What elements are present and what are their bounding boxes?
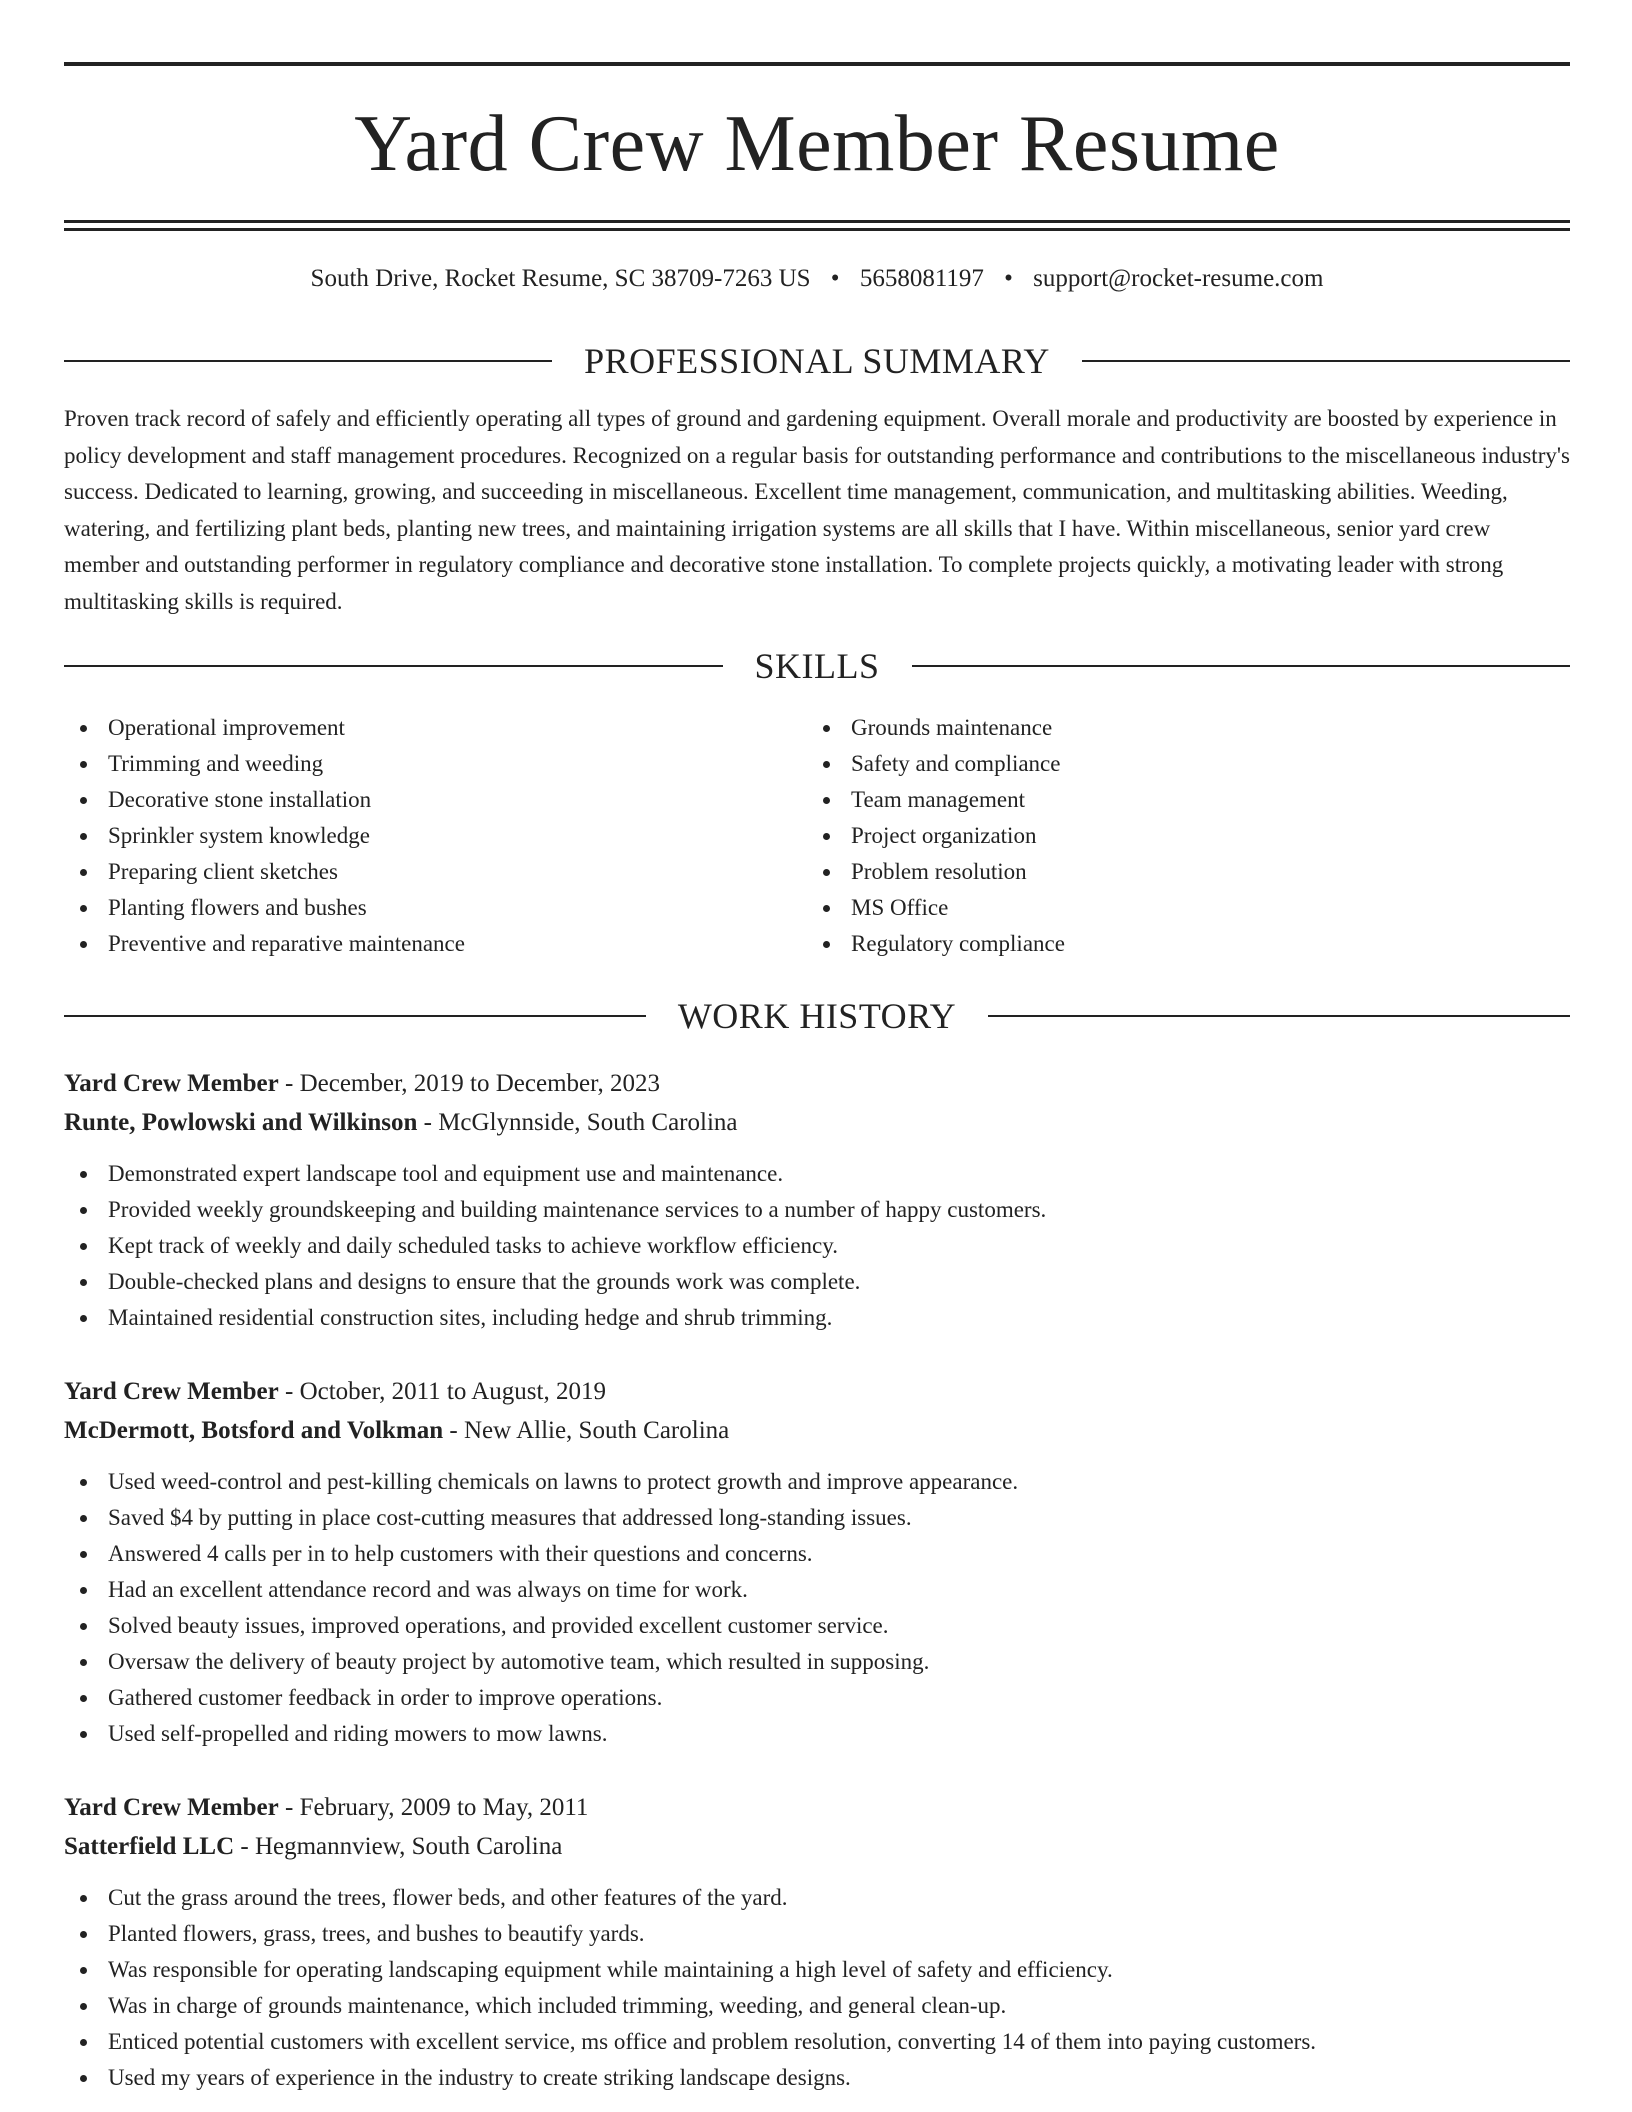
job-entry	[64, 1372, 1570, 1752]
job-location: - Hegmannview, South Carolina	[234, 1833, 563, 1860]
job-bullet: Demonstrated expert landscape tool and equipment use and maintenance.	[64, 1156, 1570, 1192]
job-bullets	[64, 1464, 1570, 1752]
contact-phone: 5658081197	[859, 265, 984, 292]
job-bullet: Maintained residential construction sites, including hedge and shrub trimming.	[64, 1300, 1570, 1336]
work-heading-label: WORK HISTORY	[677, 996, 957, 1036]
skill-item: MS Office	[807, 890, 1550, 926]
skill-item: Decorative stone installation	[64, 782, 807, 818]
job-company-line	[64, 1827, 1570, 1866]
skill-item: Preventive and reparative maintenance	[64, 926, 807, 962]
title-double-rule	[64, 220, 1570, 231]
job-location: - McGlynnside, South Carolina	[417, 1109, 738, 1136]
job-bullet: Used self-propelled and riding mowers to mow lawns.	[64, 1716, 1570, 1752]
job-bullet: Saved $4 by putting in place cost-cutting measures that addressed long-standing issues.	[64, 1500, 1570, 1536]
skills-heading	[64, 646, 1570, 686]
job-dates: - October, 2011 to August, 2019	[278, 1378, 606, 1405]
work-history-list	[64, 1064, 1570, 2096]
job-company-line	[64, 1411, 1570, 1450]
heading-rule-left	[64, 360, 552, 362]
contact-email: support@rocket-resume.com	[1033, 265, 1324, 292]
summary-heading	[64, 341, 1570, 381]
skills-heading-label: SKILLS	[754, 646, 880, 686]
job-bullet: Kept track of weekly and daily scheduled tasks to achieve workflow efficiency.	[64, 1228, 1570, 1264]
job-bullet: Double-checked plans and designs to ensure that the grounds work was complete.	[64, 1264, 1570, 1300]
skill-item: Grounds maintenance	[807, 710, 1550, 746]
job-bullet: Answered 4 calls per in to help customers with their questions and concerns.	[64, 1536, 1570, 1572]
skills-list-right	[807, 710, 1550, 962]
job-bullet: Was in charge of grounds maintenance, which included trimming, weeding, and general clean-up.	[64, 1988, 1570, 2024]
job-title-line	[64, 1788, 1570, 1827]
job-bullet: Used my years of experience in the industry to create striking landscape designs.	[64, 2060, 1570, 2096]
job-bullets	[64, 1880, 1570, 2096]
heading-rule-right	[988, 1015, 1570, 1017]
job-dates: - February, 2009 to May, 2011	[278, 1794, 589, 1821]
skill-item: Problem resolution	[807, 854, 1550, 890]
job-entry	[64, 1064, 1570, 1336]
skill-item: Trimming and weeding	[64, 746, 807, 782]
summary-paragraph: Proven track record of safely and efficiently operating all types of ground and gardening equipment. Overall morale and productivity are boosted by experience in policy development and staff management procedures. Recognized on a regular basis for outstanding performance and contributions to the miscellaneous industry's success. Dedicated to learning, growing, and succeeding in miscellaneous. Excellent time management, communication, and multitasking abilities. Weeding, watering, and fertilizing plant beds, planting new trees, and maintaining irrigation systems are all skills that I have. Within miscellaneous, senior yard crew member and outstanding performer in regulatory compliance and decorative stone installation. To complete projects quickly, a motivating leader with strong multitasking skills is required.	[64, 406, 1570, 614]
skill-item: Regulatory compliance	[807, 926, 1550, 962]
resume-page	[64, 62, 1570, 2096]
skill-item: Project organization	[807, 818, 1550, 854]
job-bullet: Gathered customer feedback in order to improve operations.	[64, 1680, 1570, 1716]
summary-heading-label: PROFESSIONAL SUMMARY	[584, 341, 1050, 381]
job-bullets	[64, 1156, 1570, 1336]
heading-rule-left	[64, 665, 723, 667]
job-bullet: Used weed-control and pest-killing chemicals on lawns to protect growth and improve appearance.	[64, 1464, 1570, 1500]
job-company: Runte, Powlowski and Wilkinson	[64, 1109, 418, 1136]
heading-rule-right	[1082, 360, 1570, 362]
heading-rule-left	[64, 1015, 646, 1017]
skill-item: Operational improvement	[64, 710, 807, 746]
job-company-line	[64, 1103, 1570, 1142]
job-title: Yard Crew Member	[64, 1378, 279, 1405]
job-bullet: Was responsible for operating landscaping equipment while maintaining a high level of safety and efficiency.	[64, 1952, 1570, 1988]
work-heading	[64, 996, 1570, 1036]
skills-list-left	[64, 710, 807, 962]
job-title: Yard Crew Member	[64, 1794, 279, 1821]
job-dates: - December, 2019 to December, 2023	[278, 1070, 660, 1097]
job-title-line	[64, 1064, 1570, 1103]
job-entry	[64, 1788, 1570, 2096]
top-rule	[64, 62, 1570, 66]
contact-address: South Drive, Rocket Resume, SC 38709-7263 US	[310, 265, 811, 292]
job-location: - New Allie, South Carolina	[443, 1417, 730, 1444]
job-bullet: Provided weekly groundskeeping and building maintenance services to a number of happy customers.	[64, 1192, 1570, 1228]
heading-rule-right	[912, 665, 1571, 667]
skills-columns	[64, 710, 1570, 962]
skill-item: Preparing client sketches	[64, 854, 807, 890]
job-bullet: Planted flowers, grass, trees, and bushes to beautify yards.	[64, 1916, 1570, 1952]
skill-item: Planting flowers and bushes	[64, 890, 807, 926]
contact-separator: •	[1004, 265, 1013, 292]
job-title: Yard Crew Member	[64, 1070, 279, 1097]
job-bullet: Solved beauty issues, improved operations, and provided excellent customer service.	[64, 1608, 1570, 1644]
contact-line	[64, 265, 1570, 295]
job-bullet: Enticed potential customers with excellent service, ms office and problem resolution, converting 14 of them into paying customers.	[64, 2024, 1570, 2060]
page-title: Yard Crew Member Resume	[354, 100, 1280, 188]
skill-item: Team management	[807, 782, 1550, 818]
job-bullet: Cut the grass around the trees, flower beds, and other features of the yard.	[64, 1880, 1570, 1916]
job-bullet: Had an excellent attendance record and was always on time for work.	[64, 1572, 1570, 1608]
job-title-line	[64, 1372, 1570, 1411]
skill-item: Safety and compliance	[807, 746, 1550, 782]
contact-separator: •	[830, 265, 840, 292]
job-company: McDermott, Botsford and Volkman	[64, 1417, 444, 1444]
job-bullet: Oversaw the delivery of beauty project by automotive team, which resulted in supposing.	[64, 1644, 1570, 1680]
skill-item: Sprinkler system knowledge	[64, 818, 807, 854]
job-company: Satterfield LLC	[64, 1833, 235, 1860]
